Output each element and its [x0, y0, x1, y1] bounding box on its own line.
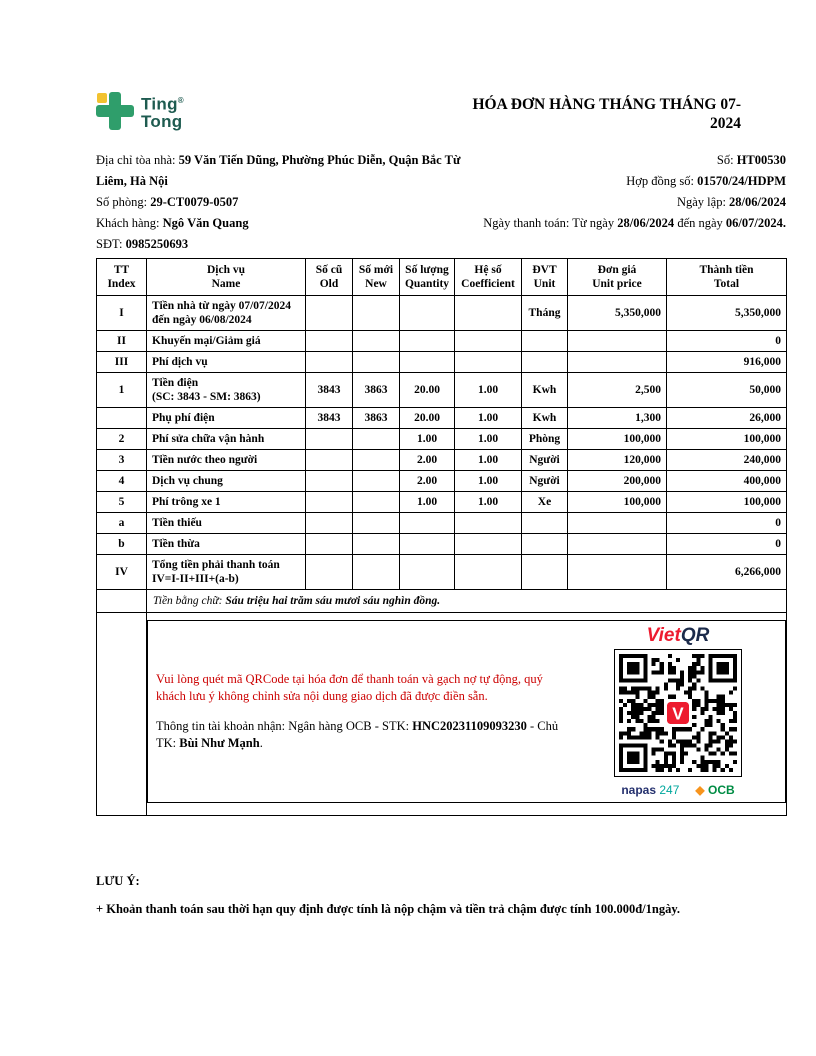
cell-total: 0 [667, 331, 787, 352]
service-name-line: Tiền điện [152, 377, 199, 389]
building-address-value: 59 Văn Tiến Dũng, Phường Phúc Diễn, Quận Bắc Từ Liêm, Hà Nội [96, 153, 461, 188]
service-name-line: Tiền thiếu [152, 517, 202, 529]
brand-name [141, 92, 184, 130]
cell-unit [522, 352, 568, 373]
cell-service-name [147, 331, 306, 352]
cell-total: 6,266,000 [667, 555, 787, 590]
invoice-number [474, 150, 786, 171]
amount-in-words-row [97, 590, 787, 613]
cell-coefficient [455, 296, 522, 331]
cell-index: 5 [97, 492, 147, 513]
payment-period [474, 213, 786, 234]
account-holder-label: - Chủ TK: [156, 719, 559, 750]
cell-coefficient: 1.00 [455, 450, 522, 471]
cell-new-reading [353, 429, 400, 450]
payment-row [97, 613, 787, 816]
service-name-line: Phụ phí điện [152, 412, 215, 424]
cell-unit-price [568, 555, 667, 590]
service-name-line: Khuyến mại/Giảm giá [152, 335, 261, 347]
cell-total: 916,000 [667, 352, 787, 373]
cell-unit: Tháng [522, 296, 568, 331]
cell-coefficient [455, 513, 522, 534]
cell-index: 1 [97, 373, 147, 408]
cell-index: 3 [97, 450, 147, 471]
cell-new-reading: 3863 [353, 373, 400, 408]
cell-unit-price: 200,000 [568, 471, 667, 492]
cell-index [97, 613, 147, 816]
cell-unit [522, 534, 568, 555]
cell-service-name [147, 555, 306, 590]
brand-line-2: Tong [141, 111, 183, 131]
cell-coefficient [455, 534, 522, 555]
col-header-old: Số cũ Old [306, 259, 353, 296]
building-address [96, 150, 468, 192]
amount-in-words-label: Tiền bằng chữ: [153, 595, 226, 607]
service-name-line: Tiền nước theo người [152, 454, 258, 466]
cell-new-reading [353, 555, 400, 590]
cell-index: b [97, 534, 147, 555]
footer-notes [96, 874, 786, 917]
cell-unit: Kwh [522, 408, 568, 429]
table-row [97, 352, 787, 373]
service-name-line: Tiền nhà từ ngày 07/07/2024 [152, 300, 291, 312]
table-row [97, 471, 787, 492]
payment-period-to: 06/07/2024. [725, 216, 786, 230]
service-name-line: Phí sửa chữa vận hành [152, 433, 265, 445]
amount-in-words-cell [147, 590, 787, 613]
qr-code [614, 649, 742, 777]
napas-247: 247 [659, 783, 680, 797]
issue-date [474, 192, 786, 213]
cell-service-name [147, 296, 306, 331]
cell-old-reading [306, 331, 353, 352]
issue-date-value: 28/06/2024 [729, 195, 786, 209]
payment-notice: Vui lòng quét mã QRCode tại hóa đơn để thanh toán và gạch nợ tự động, quý khách lưu ý không chỉnh sửa nội dung giao dịch đã được điền sẵn. [156, 672, 543, 703]
qr-code-svg [619, 654, 737, 772]
building-address-label: Địa chỉ tòa nhà: [96, 153, 179, 167]
cell-old-reading [306, 471, 353, 492]
cell-old-reading [306, 296, 353, 331]
cell-new-reading [353, 296, 400, 331]
cell-service-name [147, 450, 306, 471]
table-row [97, 450, 787, 471]
table-row [97, 373, 787, 408]
col-header-index: TT Index [97, 259, 147, 296]
col-header-unit-price: Đơn giá Unit price [568, 259, 667, 296]
cell-quantity: 20.00 [400, 373, 455, 408]
cell-service-name [147, 492, 306, 513]
cell-new-reading: 3863 [353, 408, 400, 429]
service-name-line: (SC: 3843 - SM: 3863) [152, 391, 261, 403]
cell-quantity [400, 352, 455, 373]
tingtong-logo [96, 92, 184, 130]
customer-name-label: Khách hàng: [96, 216, 163, 230]
cell-old-reading [306, 429, 353, 450]
cell-coefficient: 1.00 [455, 492, 522, 513]
cell-unit-price: 1,300 [568, 408, 667, 429]
payment-period-label: Ngày thanh toán: Từ ngày [483, 216, 618, 230]
account-holder-suffix: . [259, 736, 263, 750]
cell-unit-price: 5,350,000 [568, 296, 667, 331]
brand-line-1: Ting [141, 94, 178, 114]
table-header-row [97, 259, 787, 296]
payment-account-info [156, 718, 571, 752]
service-name-line: đến ngày 06/08/2024 [152, 314, 252, 326]
cell-quantity: 2.00 [400, 450, 455, 471]
table-row [97, 534, 787, 555]
svg-text:V: V [672, 704, 684, 724]
cell-quantity: 1.00 [400, 429, 455, 450]
cell-unit: Phòng [522, 429, 568, 450]
table-row [97, 296, 787, 331]
table-row [97, 429, 787, 450]
cell-coefficient: 1.00 [455, 429, 522, 450]
service-name-line: IV=I-II+III+(a-b) [152, 573, 239, 585]
cell-old-reading [306, 492, 353, 513]
service-name-line: Dịch vụ chung [152, 475, 223, 487]
customer-phone-value: 0985250693 [125, 237, 189, 251]
service-name-line: Tổng tiền phải thanh toán [152, 559, 280, 571]
cell-index: IV [97, 555, 147, 590]
invoice-table [96, 258, 787, 816]
napas-word: napas [621, 783, 657, 797]
customer-phone-label: SĐT: [96, 237, 126, 251]
cell-unit: Kwh [522, 373, 568, 408]
cell-quantity: 1.00 [400, 492, 455, 513]
contract-number [474, 171, 786, 192]
account-label: Thông tin tài khoản nhận: Ngân hàng OCB - STK: [156, 719, 413, 733]
cell-new-reading [353, 534, 400, 555]
service-name-line: Tiền thừa [152, 538, 200, 550]
table-row [97, 555, 787, 590]
cell-unit: Người [522, 471, 568, 492]
cell-new-reading [353, 450, 400, 471]
cell-new-reading [353, 513, 400, 534]
cell-unit [522, 513, 568, 534]
cell-old-reading [306, 513, 353, 534]
customer-name [96, 213, 468, 234]
ocb-diamond-icon: ◆ [695, 783, 705, 797]
contract-number-value: 01570/24/HDPM [697, 174, 786, 188]
cell-unit-price: 100,000 [568, 429, 667, 450]
vietqr-word-viet: Viet [646, 625, 681, 646]
service-name-line: Phí trông xe 1 [152, 496, 221, 508]
cell-total: 5,350,000 [667, 296, 787, 331]
cell-coefficient [455, 352, 522, 373]
amount-in-words-value: Sáu triệu hai trăm sáu mươi sáu nghìn đồng. [225, 595, 441, 607]
cell-total: 100,000 [667, 429, 787, 450]
cell-coefficient: 1.00 [455, 373, 522, 408]
cell-unit-price: 100,000 [568, 492, 667, 513]
room-number-value: 29-CT0079-0507 [150, 195, 239, 209]
cell-old-reading [306, 555, 353, 590]
cell-index: II [97, 331, 147, 352]
cell-index [97, 590, 147, 613]
col-header-new: Số mới New [353, 259, 400, 296]
account-holder-name: Bùi Như Mạnh [179, 736, 260, 750]
tingtong-cross-icon [96, 92, 134, 130]
table-row [97, 492, 787, 513]
vietqr-logo [647, 626, 710, 646]
qr-footer-logos [621, 783, 734, 797]
cell-unit: Người [522, 450, 568, 471]
cell-total: 0 [667, 534, 787, 555]
table-row [97, 513, 787, 534]
issue-date-label: Ngày lập: [676, 195, 730, 209]
cell-total: 100,000 [667, 492, 787, 513]
cell-quantity [400, 331, 455, 352]
cell-index: 2 [97, 429, 147, 450]
note-body: + Khoản thanh toán sau thời hạn quy định được tính là nộp chậm và tiền trả chậm được tính 100.000đ/1ngày. [96, 902, 681, 916]
room-number [96, 192, 468, 213]
napas-logo [621, 783, 679, 797]
cell-quantity: 20.00 [400, 408, 455, 429]
cell-unit-price [568, 513, 667, 534]
cell-service-name [147, 471, 306, 492]
ocb-word: OCB [707, 783, 735, 797]
col-header-unit: ĐVT Unit [522, 259, 568, 296]
customer-name-value: Ngô Văn Quang [162, 216, 249, 230]
payment-period-from: 28/06/2024 [617, 216, 675, 230]
invoice-meta [96, 150, 786, 255]
cell-new-reading [353, 471, 400, 492]
cell-service-name [147, 408, 306, 429]
cell-coefficient [455, 331, 522, 352]
col-header-coefficient: Hệ số Coefficient [455, 259, 522, 296]
payment-period-between: đến ngày [674, 216, 726, 230]
room-number-label: Số phòng: [96, 195, 151, 209]
cell-quantity [400, 555, 455, 590]
cell-service-name [147, 513, 306, 534]
payment-text-block [148, 621, 585, 802]
cell-new-reading [353, 331, 400, 352]
cell-unit-price: 2,500 [568, 373, 667, 408]
cell-quantity [400, 534, 455, 555]
invoice-title: HÓA ĐƠN HÀNG THÁNG THÁNG 07-2024 [472, 96, 741, 132]
payment-cell [147, 613, 787, 816]
qr-column [585, 621, 785, 802]
cell-total: 400,000 [667, 471, 787, 492]
cell-unit [522, 331, 568, 352]
cell-old-reading: 3843 [306, 373, 353, 408]
cell-quantity: 2.00 [400, 471, 455, 492]
invoice-number-label: Số: [716, 153, 737, 167]
table-row [97, 331, 787, 352]
cell-unit-price: 120,000 [568, 450, 667, 471]
cell-old-reading: 3843 [306, 408, 353, 429]
cell-new-reading [353, 352, 400, 373]
cell-unit: Xe [522, 492, 568, 513]
cell-total: 240,000 [667, 450, 787, 471]
cell-old-reading [306, 352, 353, 373]
col-header-service: Dịch vụ Name [147, 259, 306, 296]
cell-quantity [400, 513, 455, 534]
cell-unit [522, 555, 568, 590]
cell-total: 0 [667, 513, 787, 534]
cell-unit-price [568, 352, 667, 373]
cell-coefficient: 1.00 [455, 408, 522, 429]
invoice-table-footer [97, 590, 787, 816]
col-header-total: Thành tiền Total [667, 259, 787, 296]
invoice-number-value: HT00530 [736, 153, 786, 167]
cell-index: a [97, 513, 147, 534]
cell-unit-price [568, 534, 667, 555]
cell-service-name [147, 429, 306, 450]
cell-service-name [147, 534, 306, 555]
cell-coefficient: 1.00 [455, 471, 522, 492]
cell-index: 4 [97, 471, 147, 492]
customer-phone [96, 234, 468, 255]
cell-unit-price [568, 331, 667, 352]
cell-coefficient [455, 555, 522, 590]
ocb-logo [695, 783, 734, 797]
cell-index [97, 408, 147, 429]
meta-left-column [96, 150, 468, 255]
registered-mark: ® [177, 96, 184, 106]
table-row [97, 408, 787, 429]
payment-box [147, 620, 786, 803]
cell-total: 50,000 [667, 373, 787, 408]
cell-new-reading [353, 492, 400, 513]
contract-number-label: Hợp đồng số: [626, 174, 698, 188]
service-name-line: Phí dịch vụ [152, 356, 208, 368]
cell-total: 26,000 [667, 408, 787, 429]
vietqr-word-qr: QR [680, 625, 710, 646]
meta-right-column [474, 150, 786, 255]
cell-index: III [97, 352, 147, 373]
cell-old-reading [306, 534, 353, 555]
cell-index: I [97, 296, 147, 331]
col-header-quantity: Số lượng Quantity [400, 259, 455, 296]
cell-service-name [147, 373, 306, 408]
cell-quantity [400, 296, 455, 331]
account-number: HNC20231109093230 [412, 719, 527, 733]
note-title: LƯU Ý: [96, 874, 140, 888]
cell-service-name [147, 352, 306, 373]
cell-old-reading [306, 450, 353, 471]
invoice-table-body [97, 296, 787, 590]
